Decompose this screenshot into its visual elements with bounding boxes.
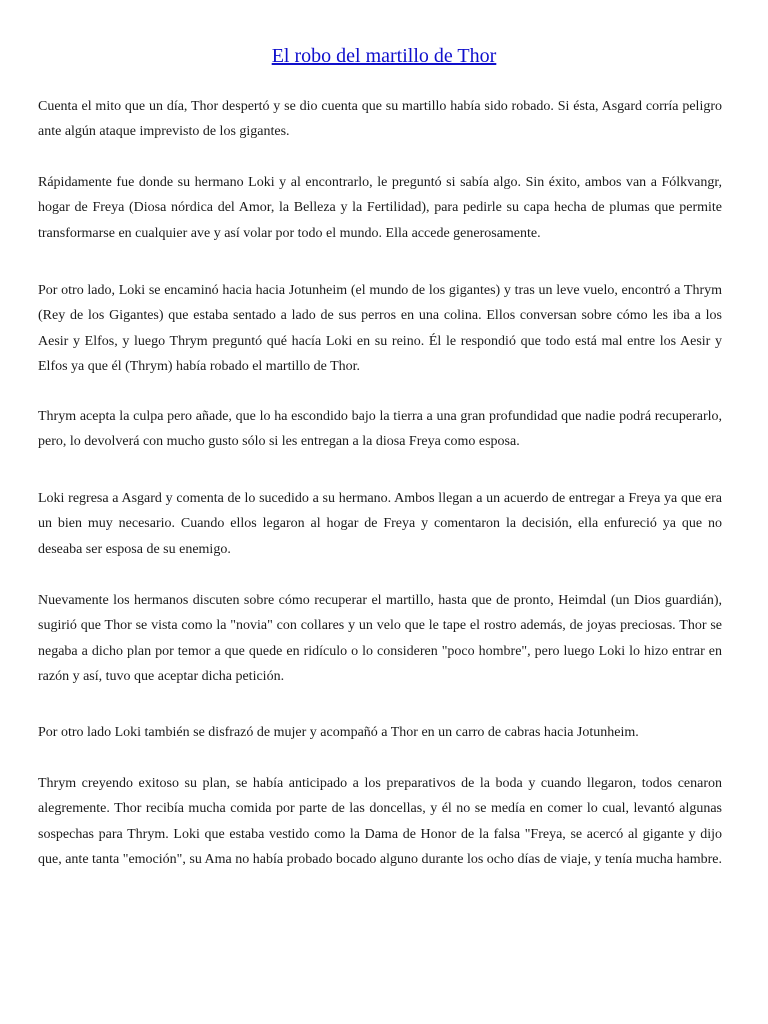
- paragraph-2: Rápidamente fue donde su hermano Loki y al encontrarlo, le preguntó si sabía algo. Sin éxito, ambos van a Fólkvangr, hogar de Freya (Diosa nórdica del Amor, la Belleza y la Fertilidad), para pedirle su capa hecha de plumas que permite transformarse en cualquier ave y así volar por todo el mundo. Ella accede generosamente.: [38, 175, 722, 241]
- document-title[interactable]: El robo del martillo de Thor: [271, 45, 497, 67]
- paragraph-6: Nuevamente los hermanos discuten sobre cómo recuperar el martillo, hasta que de pronto, Heimdal (un Dios guardián), sugirió que Thor se vista como la "novia" con collares y un velo que le tape el rostro además, de joyas preciosas. Thor se negaba a dicho plan por temor a que quede en ridículo o lo consideren "poco hombre", pero luego Loki lo hizo entrar en razón y así, tuvo que aceptar dicha petición.: [38, 593, 722, 684]
- paragraph-1: Cuenta el mito que un día, Thor despertó y se dio cuenta que su martillo había sido robado. Si ésta, Asgard corría peligro ante algún ataque imprevisto de los gigantes.: [38, 99, 722, 140]
- paragraph-8: Thrym creyendo exitoso su plan, se había anticipado a los preparativos de la boda y cuando llegaron, todos cenaron alegremente. Thor recibía mucha comida por parte de las doncellas, y él no se medía en comer lo cual, levantó algunas sospechas para Thrym. Loki que estaba vestido como la Dama de Honor de la falsa "Freya, se acercó al gigante y dijo que, ante tanta "emoción", su Ama no había probado bocado alguno durante los ocho días de viaje, y tenía mucha hambre.: [38, 776, 722, 867]
- paragraph-7: Por otro lado Loki también se disfrazó de mujer y acompañó a Thor en un carro de cabras hacia Jotunheim.: [38, 725, 639, 740]
- paragraph-4: Thrym acepta la culpa pero añade, que lo ha escondido bajo la tierra a una gran profundidad que nadie podrá recuperarlo, pero, lo devolverá con mucho gusto sólo si les entregan a la diosa Freya como esposa.: [38, 409, 722, 450]
- paragraph-5: Loki regresa a Asgard y comenta de lo sucedido a su hermano. Ambos llegan a un acuerdo de entregar a Freya ya que era un bien muy necesario. Cuando ellos legaron al hogar de Freya y comentaron la decisión, ella enfureció ya que no deseaba ser esposa de su enemigo.: [38, 491, 722, 557]
- paragraph-3: Por otro lado, Loki se encaminó hacia hacia Jotunheim (el mundo de los gigantes) y tras un leve vuelo, encontró a Thrym (Rey de los Gigantes) que estaba sentado a lado de sus perros en una colina. Ellos conversan sobre cómo les iba a los Aesir y Elfos, y luego Thrym preguntó qué hacía Loki en su reino. Él le respondió que todo está mal entre los Aesir y Elfos ya que él (Thrym) había robado el martillo de Thor.: [38, 283, 722, 374]
